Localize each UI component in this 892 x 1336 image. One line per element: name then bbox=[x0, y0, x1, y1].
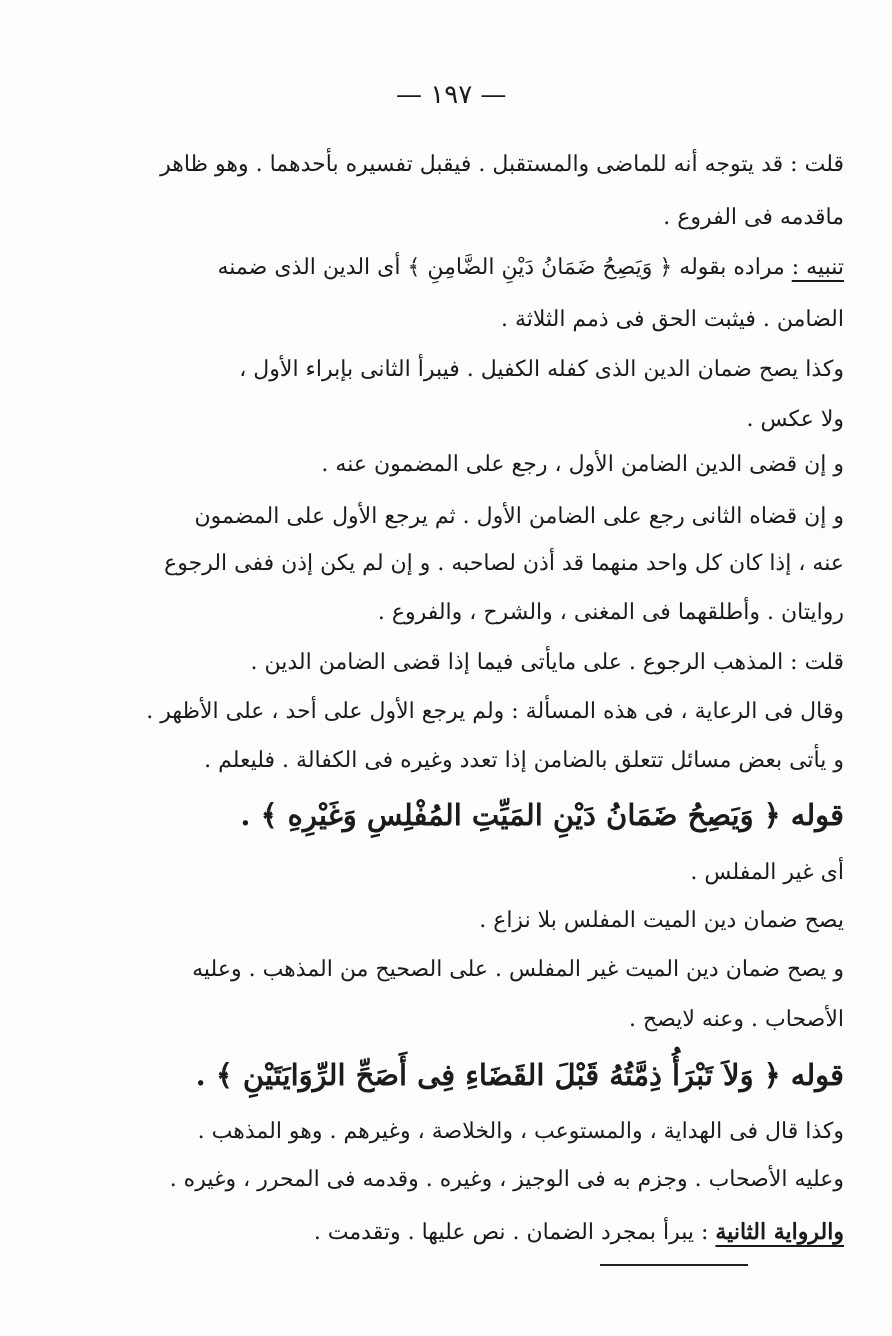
text-line-4: الضامن . فيثبت الحق فى ذمم الثلاثة . bbox=[500, 307, 844, 332]
page-number: — ١٩٧ — bbox=[396, 80, 507, 110]
text-line-22 bbox=[314, 1217, 844, 1248]
text-line-17: و يصح ضمان دين الميت غير المفلس . على الصحيح من المذهب . وعليه bbox=[192, 957, 844, 982]
text-line-18: الأصحاب . وعنه لايصح . bbox=[628, 1007, 844, 1032]
tanbih-label: تنبيه : bbox=[791, 255, 844, 280]
text-line-1: قلت : قد يتوجه أنه للماضى والمستقبل . فيقبل تفسيره بأحدهما . وهو ظاهر bbox=[160, 152, 844, 177]
text-line-13: و يأتى بعض مسائل تتعلق بالضامن إذا تعدد وغيره فى الكفالة . فليعلم . bbox=[204, 748, 844, 773]
text-line-5: وكذا يصح ضمان الدين الذى كفله الكفيل . فيبرأ الثانى بإبراء الأول ، bbox=[239, 357, 844, 382]
text-line-10: روايتان . وأطلقهما فى المغنى ، والشرح ، والفروع . bbox=[377, 600, 844, 625]
text-line-21: وعليه الأصحاب . وجزم به فى الوجيز ، وغيره . وقدمه فى المحرر ، وغيره . bbox=[169, 1167, 844, 1192]
tanbih-text: مراده بقوله ﴿ وَيَصِحُ ضَمَانُ دَيْنِ الضَّامِنِ ﴾ أى الدين الذى ضمنه bbox=[217, 255, 785, 280]
text-line-2: ماقدمه فى الفروع . bbox=[663, 205, 844, 230]
text-line-7: و إن قضى الدين الضامن الأول ، رجع على المضمون عنه . bbox=[321, 452, 844, 477]
text-line-6: ولا عكس . bbox=[746, 407, 844, 432]
riwaya-label: والرواية الثانية bbox=[715, 1219, 844, 1245]
text-line-20: وكذا قال فى الهداية ، والمستوعب ، والخلاصة ، وغيرهم . وهو المذهب . bbox=[197, 1119, 844, 1144]
qawluh-heading-1: قوله ﴿ وَيَصِحُ ضَمَانُ دَيْنِ المَيِّتِ المُفْلِسِ وَغَيْرِهِ ﴾ . bbox=[240, 798, 844, 832]
qawluh-heading-2: قوله ﴿ وَلاَ تَبْرَأُ ذِمَّتُهُ قَبْلَ القَضَاءِ فِى أَصَحِّ الرِّوَايَتَيْنِ ﴾ . bbox=[195, 1058, 844, 1092]
text-line-9: عنه ، إذا كان كل واحد منهما قد أذن لصاحبه . و إن لم يكن إذن ففى الرجوع bbox=[164, 551, 844, 576]
text-line-16: يصح ضمان دين الميت المفلس بلا نزاع . bbox=[479, 908, 844, 933]
text-line-11: قلت : المذهب الرجوع . على مايأتى فيما إذا قضى الضامن الدين . bbox=[250, 650, 844, 675]
text-line-3 bbox=[218, 253, 845, 283]
text-line-15: أى غير المفلس . bbox=[690, 860, 844, 885]
text-line-8: و إن قضاه الثانى رجع على الضامن الأول . ثم يرجع الأول على المضمون bbox=[194, 504, 844, 529]
riwaya-text: : يبرأ بمجرد الضمان . نص عليها . وتقدمت . bbox=[313, 1220, 709, 1245]
footnote-rule bbox=[600, 1264, 748, 1266]
text-line-12: وقال فى الرعاية ، فى هذه المسألة : ولم يرجع الأول على أحد ، على الأظهر . bbox=[146, 699, 844, 724]
